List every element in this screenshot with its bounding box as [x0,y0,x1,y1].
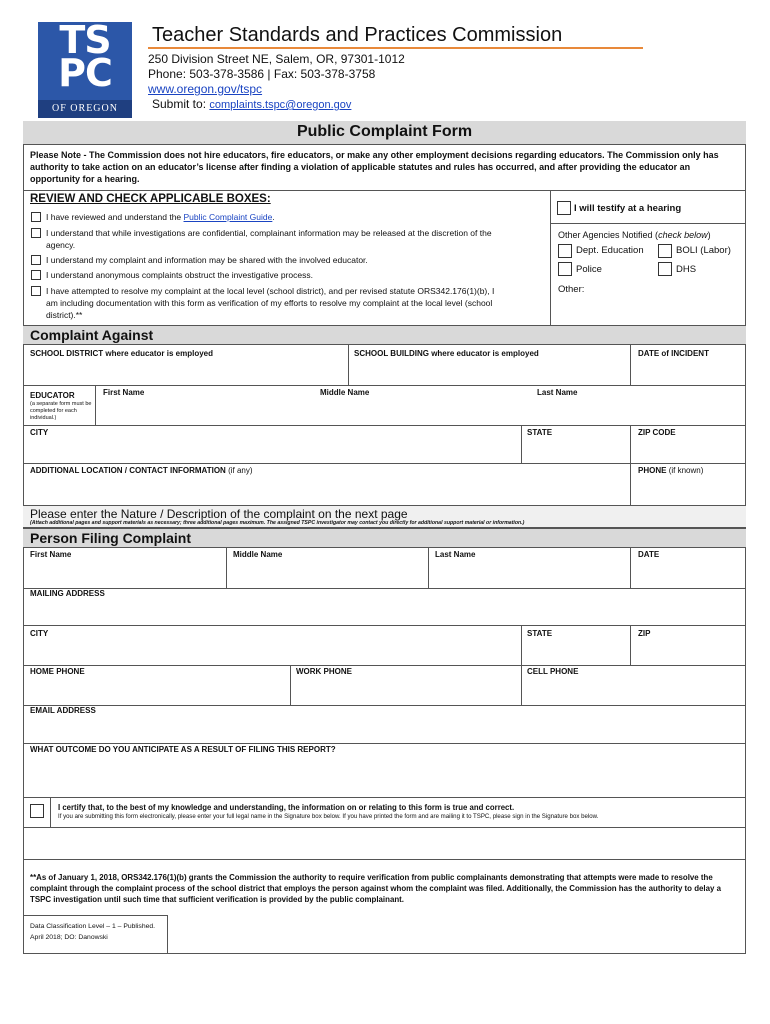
nature-instruction: Please enter the Nature / Description of the complaint on the next page [30,507,408,521]
police-label: Police [576,264,602,275]
divider [23,463,746,464]
school-building-label: SCHOOL BUILDING where educator is employed [354,349,539,358]
divider [521,625,522,665]
dept-education-label: Dept. Education [576,245,644,256]
phone-text: PHONE [638,466,667,475]
educator-label: EDUCATOR [30,391,75,400]
educator-city-label: CITY [30,428,49,437]
agencies-label-italic: check below [658,230,708,240]
mailing-address-label: MAILING ADDRESS [30,589,105,598]
divider [23,705,746,706]
logo-tagline: OF OREGON [38,100,132,118]
filer-date-label: DATE [638,550,660,559]
agency-title: Teacher Standards and Practices Commission [152,24,563,46]
divider [550,190,551,325]
signature-box[interactable] [24,828,745,859]
boli-checkbox[interactable] [658,244,672,258]
additional-location-label [30,466,253,475]
divider [23,665,746,666]
footnote-text: **As of January 1, 2018, ORS342.176(1)(b) grants the Commission the authority to require verification from public complainants demonstrating that attempts were made to resolve the complaint through the complaint process of the school district that employs the person against whom the complaint was filed. Additionally, the Commission has the authority to delay a TSPC investigation until such time that sufficient verification is provided by the public complainant. [30,873,721,904]
divider [23,797,746,798]
resolve-checkbox[interactable] [31,286,41,296]
form-title: Public Complaint Form [296,123,473,140]
divider [630,548,631,588]
other-label: Other: [558,284,585,295]
complaint-against-heading: Complaint Against [30,327,154,343]
police-checkbox[interactable] [558,262,572,276]
tspc-logo-letters [38,18,132,95]
website-link[interactable]: www.oregon.gov/tspc [148,82,263,96]
review-item-confidential: I understand that while investigations are confidential, complainant information may be released at the discretion of the agency. [46,228,492,250]
nature-note: (Attach additional pages and support materials as necessary; three additional pages maximum. The assigned TSPC investigator may contact you directly for additional support material or information.) [30,520,525,526]
divider [23,743,746,744]
review-item-shared: I understand my complaint and information may be shared with the involved educator. [46,255,368,265]
dhs-label: DHS [676,264,697,275]
divider [550,223,746,224]
filer-first-name-label: First Name [30,550,72,559]
confidential-checkbox[interactable] [31,228,41,238]
agencies-label-close: ) [707,230,711,240]
dhs-checkbox[interactable] [658,262,672,276]
agencies-label [558,230,711,240]
logo-letters-bottom: PC [58,51,112,95]
review-heading: REVIEW AND CHECK APPLICABLE BOXES: [30,193,271,205]
outcome-label: WHAT OUTCOME DO YOU ANTICIPATE AS A RESULT OF FILING THIS REPORT? [30,745,336,754]
divider [23,859,746,860]
filer-middle-name-label: Middle Name [233,550,283,559]
classification-line2: April 2018; DO: Danowski [30,934,108,941]
classification-line1: Data Classification Level – 1 – Published. [30,923,156,930]
if-known-text: (if known) [668,466,704,475]
divider [630,625,631,665]
filer-state-label: STATE [527,629,553,638]
divider [50,797,51,827]
educator-state-label: STATE [527,428,553,437]
street-address: 250 Division Street NE, Salem, OR, 97301-1012 [148,52,405,66]
divider [290,665,291,705]
review-item-resolve: I have attempted to resolve my complaint at the local level (school district), and per revised statute ORS342.176(1)(b), I am including documentation with this form as verification of my efforts to resolve my complaint at the local level (school district).** [46,286,495,320]
divider [521,665,522,705]
educator-last-name-label: Last Name [537,388,578,397]
certify-checkbox[interactable] [30,804,44,818]
divider [23,385,746,386]
certify-subtext: If you are submitting this form electronically, please enter your full legal name in the Signature box below. If you have printed the form and are mailing it to TSPC, please sign in the Signature box below. [58,813,599,820]
additional-location-text: ADDITIONAL LOCATION / CONTACT INFORMATION [30,466,226,475]
submit-label: Submit to: [152,97,207,111]
educator-middle-name-label: Middle Name [320,388,370,397]
classification-text [30,921,155,943]
agencies-label-text: Other Agencies Notified ( [558,230,659,240]
divider [23,190,746,191]
divider [630,425,631,463]
title-underline [148,47,643,49]
submit-email-link[interactable]: complaints.tspc@oregon.gov [209,99,352,111]
work-phone-label: WORK PHONE [296,667,352,676]
date-incident-label: DATE of INCIDENT [638,349,709,358]
contact-block [148,52,405,113]
person-filing-heading: Person Filing Complaint [30,530,192,546]
anonymous-checkbox[interactable] [31,270,41,280]
divider [23,425,746,426]
review-item-anonymous: I understand anonymous complaints obstruct the investigative process. [46,270,313,280]
divider [630,345,631,385]
divider [95,385,96,425]
shared-checkbox[interactable] [31,255,41,265]
cell-phone-label: CELL PHONE [527,667,579,676]
filer-zip-label: ZIP [638,629,651,638]
email-address-label: EMAIL ADDRESS [30,706,96,715]
educator-phone-label [638,466,703,475]
guide-text: I have reviewed and understand the [46,212,184,222]
home-phone-label: HOME PHONE [30,667,85,676]
divider [226,548,227,588]
review-item-guide [46,211,501,223]
dept-education-checkbox[interactable] [558,244,572,258]
testify-checkbox[interactable] [557,201,571,215]
boli-label: BOLI (Labor) [676,245,731,256]
filer-last-name-label: Last Name [435,550,476,559]
guide-period: . [272,212,275,222]
divider [348,345,349,385]
phone-fax: Phone: 503-378-3586 | Fax: 503-378-3758 [148,67,376,81]
school-district-label: SCHOOL DISTRICT where educator is employed [30,349,213,358]
testify-label: I will testify at a hearing [574,203,682,214]
logo-letters-top: TS [59,18,111,62]
note-text: Please Note - The Commission does not hire educators, fire educators, or make any other employment decisions regarding educators. The Commission only has authority to take action on an educator’s license after finding a violation of applicable statutes and rules has occurred, and after providing the educator an opportunity for a hearing. [30,150,719,184]
divider [23,588,746,589]
divider [428,548,429,588]
educator-first-name-label: First Name [103,388,145,397]
educator-note: (a separate form must be completed for each individual.) [30,401,92,421]
guide-checkbox[interactable] [31,212,41,222]
tspc-logo [38,18,132,118]
public-complaint-guide-link[interactable]: Public Complaint Guide [183,212,273,222]
divider [630,463,631,505]
filer-city-label: CITY [30,629,49,638]
divider [23,625,746,626]
divider [521,425,522,463]
certify-text: I certify that, to the best of my knowledge and understanding, the information on or relating to this form is true and correct. [58,803,515,812]
educator-zip-label: ZIP CODE [638,428,676,437]
if-any-text: (if any) [228,466,253,475]
